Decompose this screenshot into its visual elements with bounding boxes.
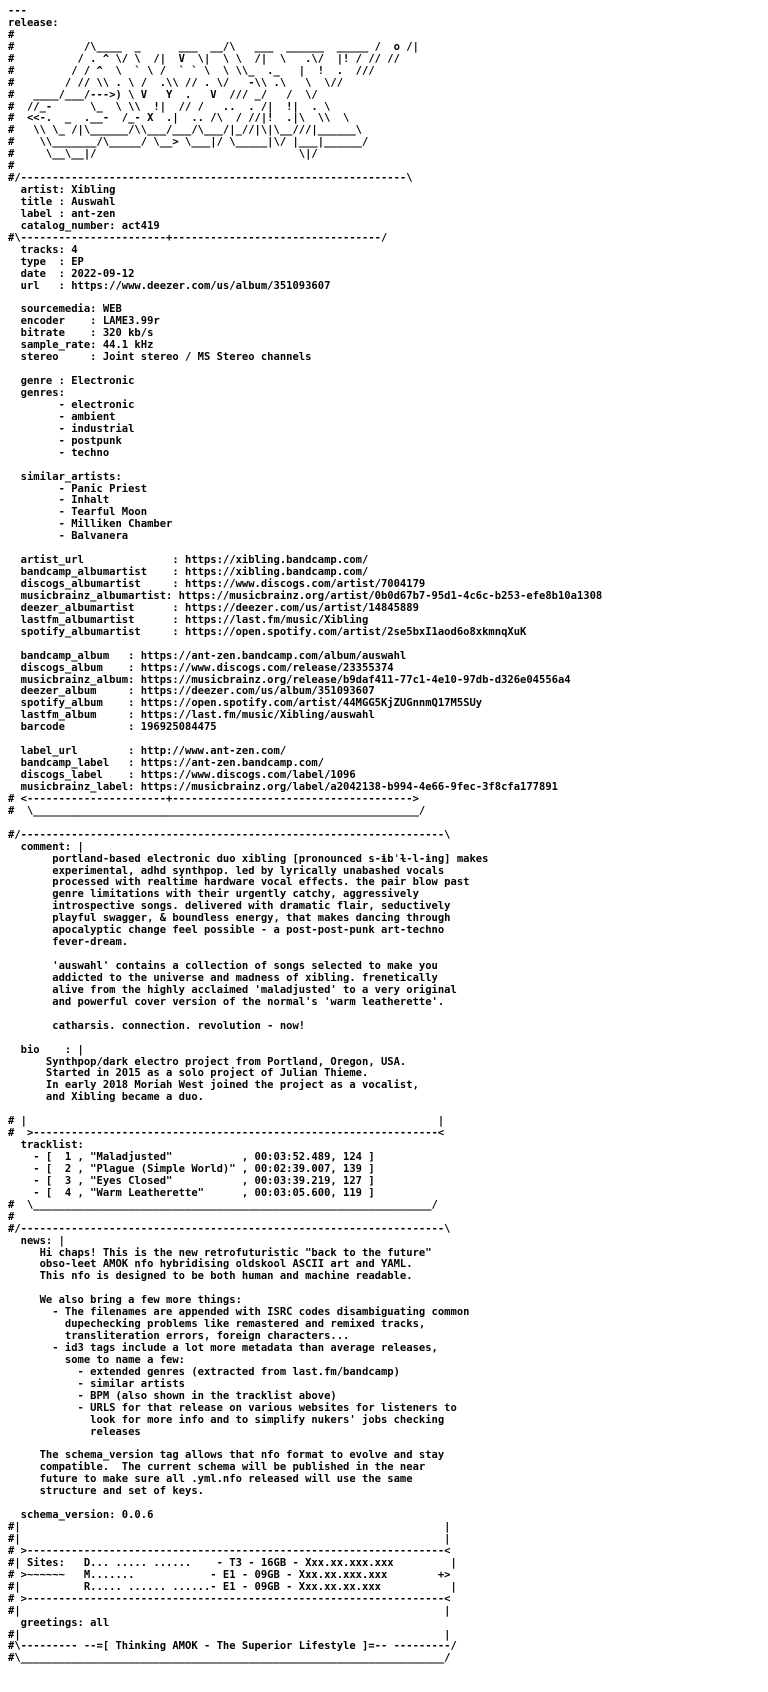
nfo-line: genre limitations with their urgently catchy, aggressively (8, 888, 419, 901)
nfo-line: - The filenames are appended with ISRC codes disambiguating common (8, 1306, 470, 1319)
nfo-line (8, 460, 602, 472)
nfo-line: look for more info and to simplify nukers' jobs checking (8, 1413, 445, 1426)
nfo-line[interactable]: bandcamp_albumartist : https://xibling.bandcamp.com/ (8, 566, 369, 579)
nfo-line[interactable]: bandcamp_label : https://ant-zen.bandcamp.com/ (8, 757, 325, 770)
nfo-line: sample_rate: 44.1 kHz (8, 339, 154, 352)
nfo-line: - industrial (8, 422, 135, 435)
nfo-line[interactable]: musicbrainz_label: https://musicbrainz.org/label/a2042138-b994-4e66-9fec-3f8cfa177891 (8, 780, 558, 793)
nfo-line[interactable]: musicbrainz_albumartist: https://musicbrainz.org/artist/0b0d67b7-95d1-4c6c-b253-efe8b10a1308 (8, 589, 603, 602)
nfo-line: title : Auswahl (8, 196, 116, 208)
nfo-line: - ambient (8, 410, 116, 423)
nfo-line: # (8, 1210, 15, 1223)
nfo-line (8, 818, 602, 830)
nfo-line[interactable]: label_url : http://www.ant-zen.com/ (8, 745, 287, 758)
nfo-line (8, 639, 602, 651)
nfo-line: future to make sure all .yml.nfo released will use the same (8, 1473, 413, 1486)
nfo-line: #| | (8, 1533, 451, 1545)
nfo-line: - Inhalt (8, 494, 110, 507)
nfo-line: apocalyptic change feel possible - a post-post-punk art-techno (8, 924, 445, 937)
nfo-line: - postpunk (8, 434, 122, 447)
nfo-line[interactable]: discogs_label : https://www.discogs.com/label/1096 (8, 769, 356, 781)
nfo-line: comment: | (8, 840, 84, 853)
nfo-line: catharsis. connection. revolution - now! (8, 1019, 306, 1032)
nfo-line: #/-------------------------------------------------------------------\ (8, 828, 451, 841)
nfo-line[interactable]: lastfm_album : https://last.fm/music/Xibling/auswahl (8, 709, 375, 722)
nfo-line[interactable]: spotify_albumartist : https://open.spotify.com/artist/2se5bxI1aod6o8xkmnqXuK (8, 625, 527, 638)
nfo-document (8, 6, 602, 1665)
nfo-line: Hi chaps! This is the new retrofuturistic "back to the future" (8, 1246, 432, 1259)
nfo-line: # /\____ _ ___ __/\ ___ ______ _____ / o /| (8, 40, 419, 53)
nfo-line[interactable]: discogs_albumartist : https://www.discogs.com/artist/7004179 (8, 578, 426, 590)
nfo-line: # >------------------------------------------------------------------< (8, 1544, 451, 1557)
nfo-line: alive from the highly acclaimed 'maladjusted' to a very original (8, 983, 457, 996)
nfo-line[interactable]: deezer_albumartist : https://deezer.com/us/artist/14845889 (8, 601, 419, 614)
nfo-line: # >------------------------------------------------------------------< (8, 1592, 451, 1605)
nfo-line: genre : Electronic (8, 375, 135, 388)
nfo-line[interactable]: artist_url : https://xibling.bandcamp.com/ (8, 554, 369, 567)
nfo-line: tracklist: (8, 1139, 84, 1152)
nfo-line: #| | (8, 1628, 451, 1641)
nfo-line: - Balvanera (8, 530, 129, 543)
nfo-line: # >----------------------------------------------------------------< (8, 1127, 445, 1140)
nfo-line: processed with realtime hardware vocal effects. the pair blow past (8, 876, 470, 889)
nfo-line: transliteration errors, foreign characters... (8, 1330, 350, 1343)
nfo-line: sourcemedia: WEB (8, 303, 122, 316)
nfo-line[interactable]: discogs_album : https://www.discogs.com/release/23355374 (8, 661, 394, 674)
nfo-line: greetings: all (8, 1616, 110, 1629)
nfo-line: - [ 2 , "Plague (Simple World)" , 00:02:39.007, 139 ] (8, 1162, 375, 1175)
nfo-line: and Xibling became a duo. (8, 1091, 204, 1104)
nfo-line: barcode : 196925084475 (8, 721, 217, 734)
nfo-line: --- (8, 5, 27, 17)
nfo-line: addicted to the universe and madness of xibling. frenetically (8, 971, 438, 984)
nfo-line: - BPM (also shown in the tracklist above) (8, 1389, 337, 1402)
nfo-line: #\___________________________________________________________________/ (8, 1652, 451, 1665)
nfo-line: label : ant-zen (8, 207, 116, 220)
nfo-line: artist: Xibling (8, 184, 116, 197)
nfo-line[interactable]: deezer_album : https://deezer.com/us/album/351093607 (8, 685, 375, 698)
nfo-line: # <<-. _ .__- /_- X .| .. /\ / //|! .|\ \\ \ (8, 112, 350, 125)
nfo-line: schema_version: 0.0.6 (8, 1509, 154, 1522)
nfo-line: # \\_______/\_____/ \__> \___|/ \_____|\/ |___|______/ (8, 136, 369, 149)
nfo-line: playful swagger, & boundless energy, that makes dancing through (8, 912, 451, 925)
nfo-line: compatible. The current schema will be published in the near (8, 1461, 426, 1474)
nfo-line: # ____/___/--->) \ V Y . V /// _/ / \/ (8, 88, 318, 101)
nfo-line: tracks: 4 (8, 243, 78, 256)
nfo-line: - [ 3 , "Eyes Closed" , 00:03:39.219, 127 ] (8, 1174, 375, 1187)
nfo-line: In early 2018 Moriah West joined the project as a vocalist, (8, 1079, 419, 1092)
nfo-line: 'auswahl' contains a collection of songs selected to make you (8, 960, 438, 972)
nfo-line: #\--------- --=[ Thinking AMOK - The Superior Lifestyle ]=-- ---------/ (8, 1640, 457, 1653)
nfo-line: Synthpop/dark electro project from Portland, Oregon, USA. (8, 1055, 407, 1068)
nfo-line: genres: (8, 387, 65, 399)
nfo-line: introspective songs. delivered with dramatic flair, seductively (8, 900, 451, 913)
nfo-line: Started in 2015 as a solo project of Julian Thieme. (8, 1067, 369, 1080)
nfo-line: encoder : LAME3.99r (8, 315, 160, 328)
nfo-line: # >~~~~~~ M....... - E1 - 09GB - Xxx.xx.xxx.xxx +> (8, 1568, 451, 1581)
nfo-line: portland-based electronic duo xibling [pronounced s-ɨbˈɫ-l-ɨng] makes (8, 852, 489, 865)
nfo-line: releases (8, 1425, 141, 1438)
nfo-line (8, 1033, 602, 1045)
nfo-line: #/-------------------------------------------------------------------\ (8, 1222, 451, 1235)
nfo-line: This nfo is designed to be both human and machine readable. (8, 1270, 413, 1283)
nfo-line: type : EP (8, 255, 84, 268)
nfo-line: - [ 1 , "Maladjusted" , 00:03:52.489, 124 ] (8, 1151, 375, 1163)
nfo-line: #| | (8, 1604, 451, 1617)
nfo-line: - [ 4 , "Warm Leatherette" , 00:03:05.600, 119 ] (8, 1186, 375, 1199)
nfo-line: experimental, adhd synthpop. led by lyrically unabashed vocals (8, 864, 445, 877)
nfo-line: # | | (8, 1115, 445, 1128)
nfo-line[interactable]: spotify_album : https://open.spotify.com/artist/44MGG5KjZUGnnmQ17M5SUy (8, 697, 483, 710)
nfo-line: # / . ^ \/ \ /| V \| \ \ /| \ .\/ |! / // // (8, 52, 400, 65)
nfo-line: # \__\__|/ \|/ (8, 148, 318, 161)
nfo-line: structure and set of keys. (8, 1485, 204, 1498)
nfo-line: - URLS for that release on various websites for listeners to (8, 1401, 457, 1414)
nfo-line: and powerful cover version of the normal's 'warm leatherette'. (8, 995, 445, 1008)
nfo-line: fever-dream. (8, 936, 129, 949)
nfo-line: #| R..... ...... ......- E1 - 09GB - Xxx.xx.xx.xxx | (8, 1580, 457, 1593)
nfo-line: date : 2022-09-12 (8, 267, 135, 280)
nfo-line: # \_______________________________________________________________/ (8, 1198, 438, 1211)
nfo-line: bio : | (8, 1043, 84, 1056)
nfo-line: # \_____________________________________________________________/ (8, 804, 426, 817)
nfo-line: The schema_version tag allows that nfo format to evolve and stay (8, 1449, 445, 1462)
nfo-line: - id3 tags include a lot more metadata than average releases, (8, 1342, 438, 1354)
nfo-line: #/-------------------------------------------------------------\ (8, 172, 413, 185)
nfo-line[interactable]: url : https://www.deezer.com/us/album/351093607 (8, 279, 331, 292)
nfo-line[interactable]: lastfm_albumartist : https://last.fm/music/Xibling (8, 613, 369, 626)
nfo-line: #| Sites: D... ..... ...... - T3 - 16GB - Xxx.xx.xxx.xxx | (8, 1556, 457, 1569)
nfo-line: - extended genres (extracted from last.fm/bandcamp) (8, 1365, 400, 1378)
nfo-line: obso-leet AMOK nfo hybridising oldskool ASCII art and YAML. (8, 1258, 413, 1271)
nfo-line: news: | (8, 1234, 65, 1247)
nfo-line: # / / ^ \ ` \ / ` ` \ \ \\_ ._ | ! . /// (8, 64, 375, 77)
nfo-line: - Panic Priest (8, 482, 148, 495)
nfo-line: similar_artists: (8, 470, 122, 483)
nfo-line: # / // \\ . \ / .\\ // . \/ -\\ .\ \ \// (8, 76, 344, 89)
nfo-line (8, 1009, 602, 1021)
nfo-line: - electronic (8, 398, 135, 411)
nfo-line: catalog_number: act419 (8, 219, 160, 232)
nfo-line: stereo : Joint stereo / MS Stereo channels (8, 351, 312, 364)
nfo-line: # \\ \_ /|\______/\\___/___/\___/|_//|\|\__///|______\ (8, 124, 363, 137)
nfo-line: - Milliken Chamber (8, 518, 173, 531)
nfo-line: release: (8, 16, 59, 29)
nfo-line: # (8, 28, 15, 41)
nfo-line: # //_- \_ \ \\ !| // / .. . /| !| . \ (8, 100, 331, 113)
nfo-line[interactable]: bandcamp_album : https://ant-zen.bandcamp.com/album/auswahl (8, 649, 407, 662)
nfo-line: bitrate : 320 kb/s (8, 327, 154, 340)
nfo-line: dupechecking problems like remastered and remixed tracks, (8, 1318, 426, 1331)
nfo-line: We also bring a few more things: (8, 1294, 242, 1307)
nfo-line: - techno (8, 446, 110, 459)
nfo-line: - similar artists (8, 1377, 186, 1390)
nfo-line: some to name a few: (8, 1353, 186, 1366)
nfo-line: # <----------------------+--------------------------------------> (8, 792, 419, 805)
nfo-line: #| | (8, 1521, 451, 1534)
nfo-line: - Tearful Moon (8, 506, 148, 519)
nfo-line: #\-----------------------+---------------------------------/ (8, 231, 388, 244)
nfo-line: # (8, 160, 15, 173)
nfo-line[interactable]: musicbrainz_album: https://musicbrainz.org/release/b9daf411-77c1-4e10-97db-d326e04556a4 (8, 673, 571, 686)
